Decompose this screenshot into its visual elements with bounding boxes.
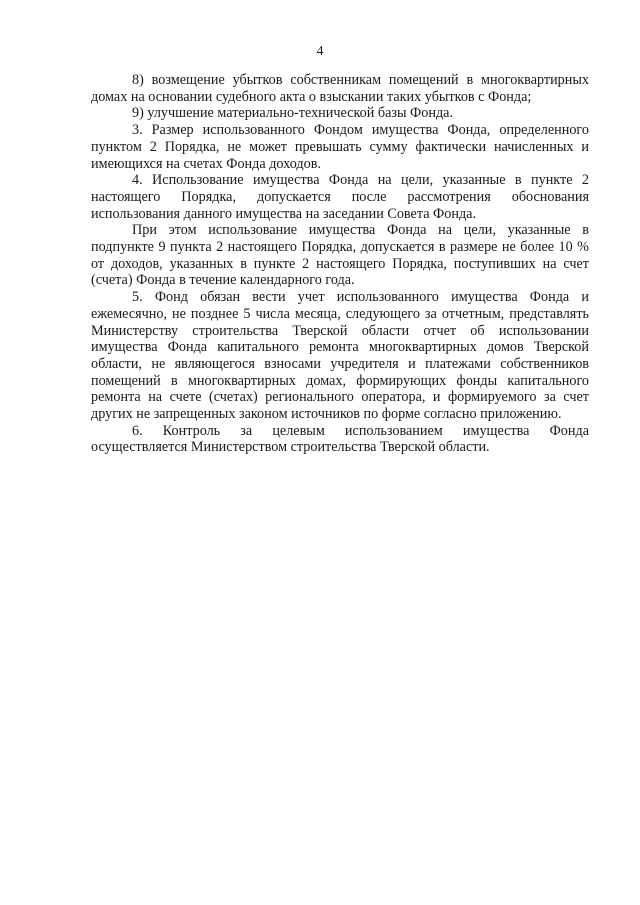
paragraph-section-5: 5. Фонд обязан вести учет использованного имущества Фонда и ежемесячно, не позднее 5 числа месяца, следующего за отчетным, представлять Министерству строительства Тверской области отчет об использовании имущества Фонда капитального ремонта многоквартирных домов Тверской области, не являющегося взносами учредителя и платежами собственников помещений в многоквартирных домах, формирующих фонды капитального ремонта на счете (счетах) регионального оператора, и формируемого за счет других не запрещенных законом источников по форме согласно приложению.: [91, 289, 589, 423]
paragraph-section-4: 4. Использование имущества Фонда на цели, указанные в пункте 2 настоящего Порядка, допускается после рассмотрения обоснования использования данного имущества на заседании Совета Фонда.: [91, 172, 589, 222]
paragraph-item-9: 9) улучшение материально-технической базы Фонда.: [132, 105, 454, 122]
paragraph-item-8: 8) возмещение убытков собственникам помещений в многоквартирных домах на основании судебного акта о взыскании таких убытков с Фонда;: [91, 72, 589, 105]
paragraph-section-3: 3. Размер использованного Фондом имущества Фонда, определенного пунктом 2 Порядка, не может превышать сумму фактически начисленных и имеющихся на счетах Фонда доходов.: [91, 122, 589, 172]
paragraph-section-6: 6. Контроль за целевым использованием имущества Фонда осуществляется Министерством строительства Тверской области.: [91, 422, 589, 456]
page-number: 4: [316, 44, 324, 59]
document-body: [91, 72, 589, 456]
paragraph-section-4-note: При этом использование имущества Фонда на цели, указанные в подпункте 9 пункта 2 настоящего Порядка, допускается в размере не более 10 % от доходов, указанных в пункте 2 настоящего Порядка, поступивших на счет (счета) Фонда в течение календарного года.: [91, 222, 589, 289]
